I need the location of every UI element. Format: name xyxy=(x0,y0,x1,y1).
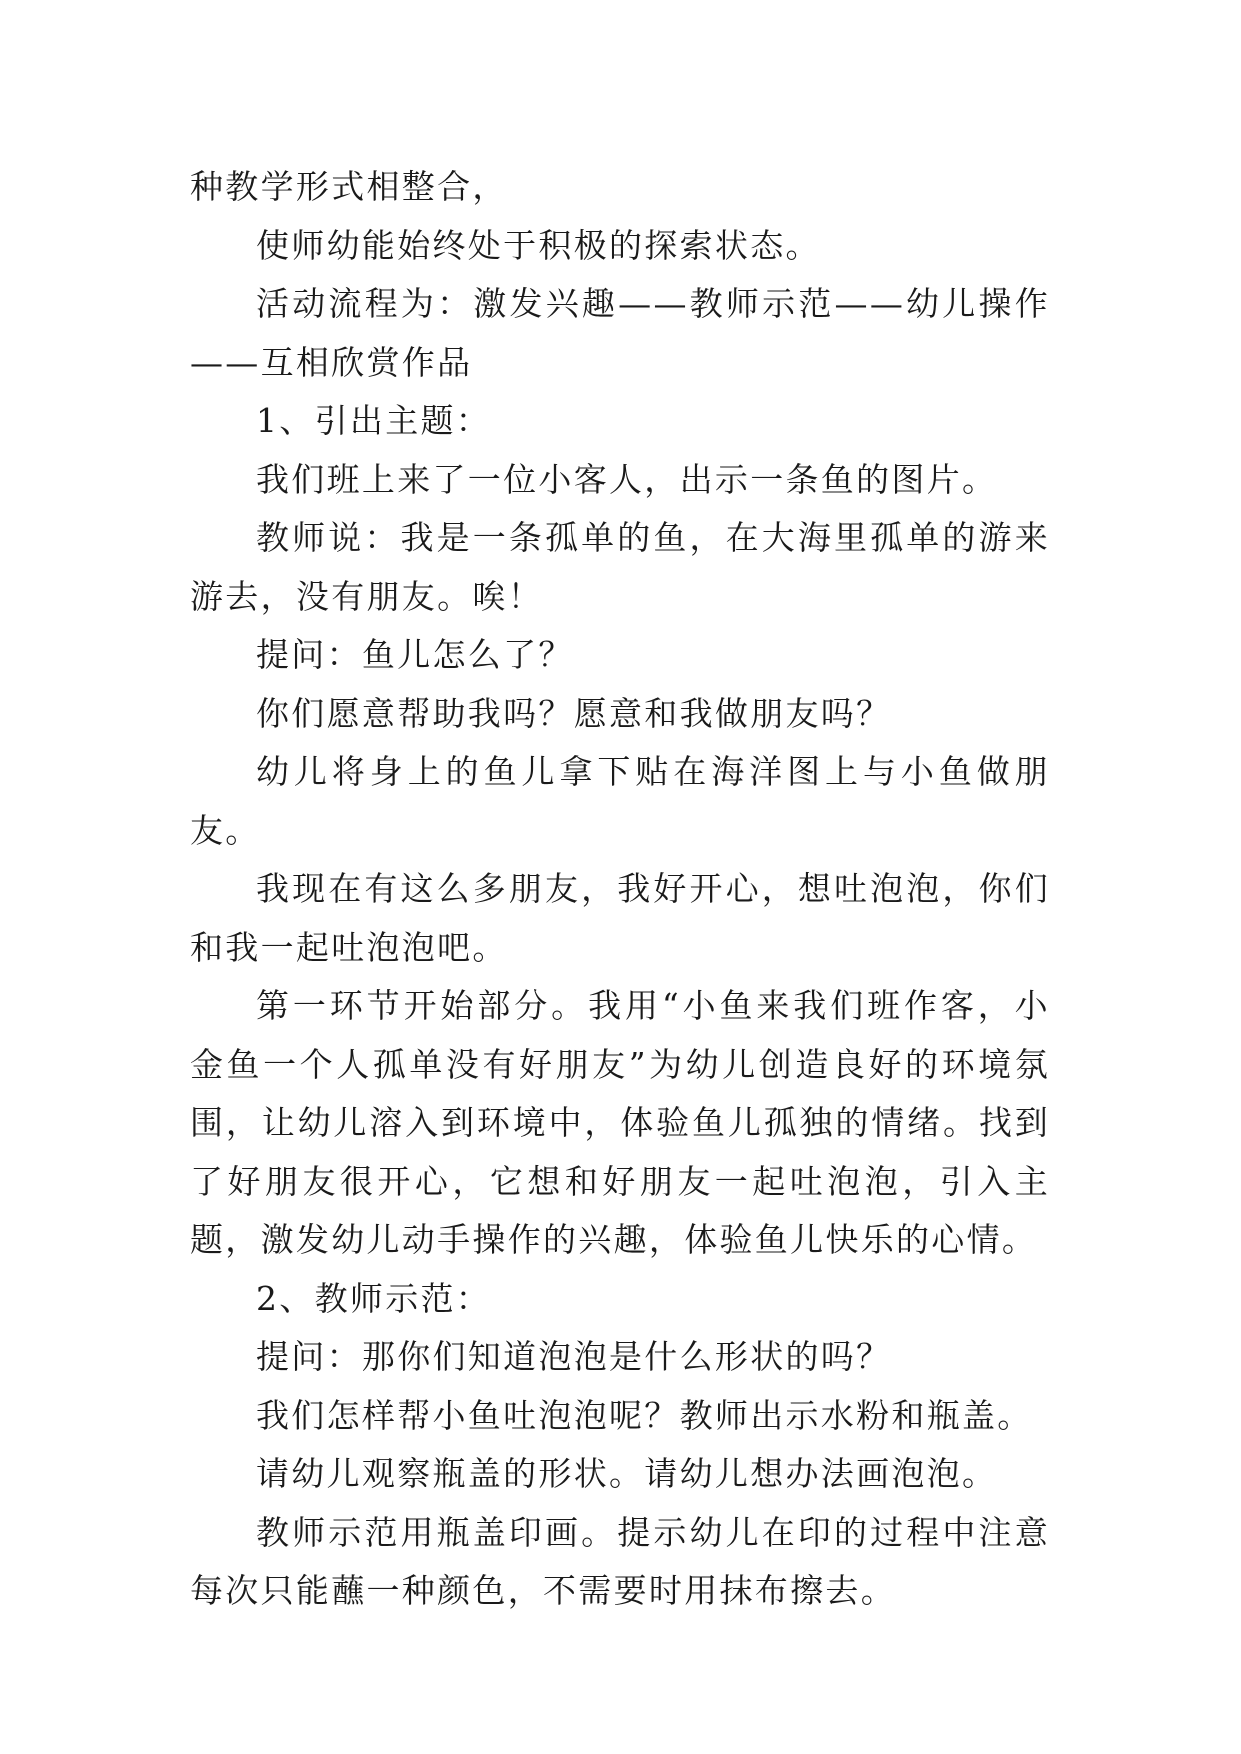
paragraph-5: 我们班上来了一位小客人，出示一条鱼的图片。 xyxy=(256,459,998,499)
paragraph-9: 幼儿将身上的鱼儿拿下贴在海洋图上与小鱼做朋友。 xyxy=(190,752,1050,850)
paragraph-15: 请幼儿观察瓶盖的形状。请幼儿想办法画泡泡。 xyxy=(256,1454,998,1493)
paragraph-11: 第一环节开始部分。我用“小鱼来我们班作客，小金鱼一个人孤单没有好朋友”为幼儿创造良好的环境氛围，让幼儿溶入到环境中，体验鱼儿孤独的情绪。找到了好朋友很开心，它想和好朋友一起吐泡泡，引入主题，激发幼儿动手操作的兴趣，体验鱼儿快乐的心情。 xyxy=(190,986,1050,1259)
paragraph-2: 使师幼能始终处于积极的探索状态。 xyxy=(256,225,821,265)
paragraph-13: 提问：那你们知道泡泡是什么形状的吗？ xyxy=(256,1337,892,1376)
paragraph-14: 我们怎样帮小鱼吐泡泡呢？教师出示水粉和瓶盖。 xyxy=(256,1395,1033,1435)
paragraph-7: 提问：鱼儿怎么了？ xyxy=(256,635,574,674)
document-body xyxy=(190,158,1050,1621)
paragraph-16: 教师示范用瓶盖印画。提示幼儿在印的过程中注意每次只能蘸一种颜色，不需要时用抹布擦去。 xyxy=(190,1512,1050,1610)
paragraph-10: 我现在有这么多朋友，我好开心，想吐泡泡，你们和我一起吐泡泡吧。 xyxy=(190,869,1050,967)
section-heading-2: 2、教师示范： xyxy=(256,1278,492,1318)
paragraph-3: 活动流程为：激发兴趣——教师示范——幼儿操作——互相欣赏作品 xyxy=(190,284,1050,382)
paragraph-1: 种教学形式相整合， xyxy=(190,167,508,206)
section-heading-1: 1、引出主题： xyxy=(256,401,492,440)
paragraph-6: 教师说：我是一条孤单的鱼，在大海里孤单的游来游去，没有朋友。唉！ xyxy=(190,518,1050,616)
paragraph-8: 你们愿意帮助我吗？愿意和我做朋友吗？ xyxy=(256,693,892,733)
